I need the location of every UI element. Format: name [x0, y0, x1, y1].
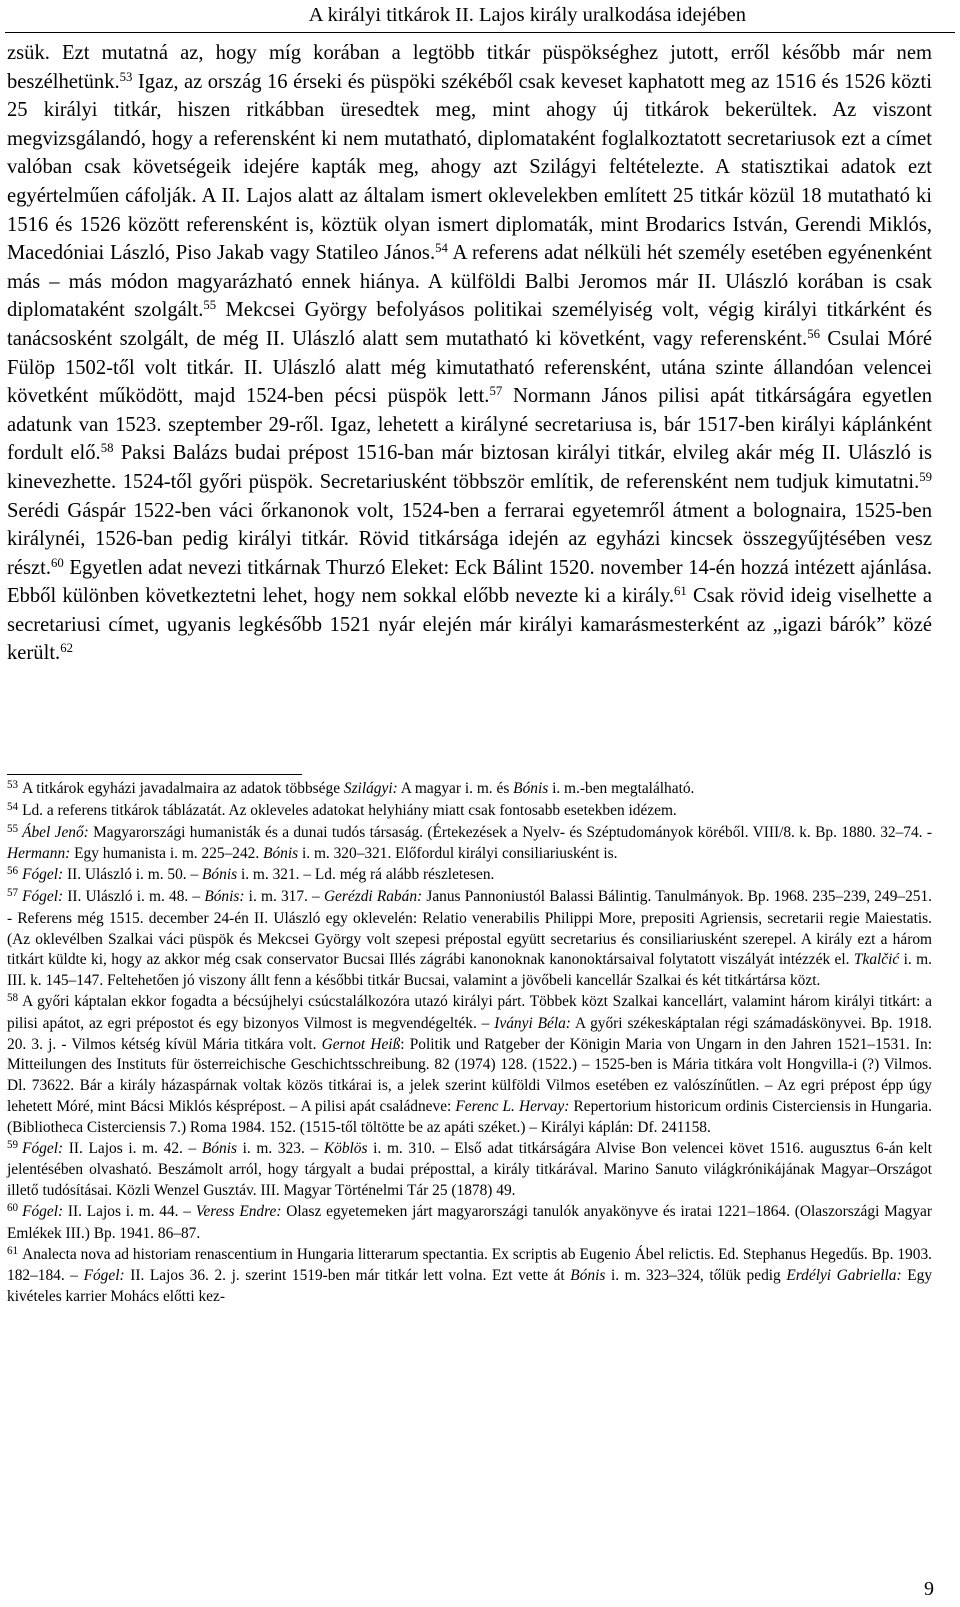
footnote-text: i. m.-ben megtalálható. — [548, 780, 695, 797]
footnotes — [7, 779, 932, 1308]
footnote-ref-53[interactable]: 53 — [119, 69, 133, 84]
footnote-text: II. Ulászló i. m. 50. – — [63, 866, 203, 884]
footnote-number: 61 — [7, 1244, 19, 1257]
footnote-text: A győri káptalan ekkor fogadta a bécsújhelyi csúcstalálkozóra utazó királyi párt. Többek közt Szalkai kancellárt, valamint három királyi titkárt: a pilisi apátot, az egri prépostot és egy bizonyos Vilmost is megvendégelték. – — [7, 992, 932, 1032]
body-text-span: Egyetlen adat nevezi titkárnak Thurzó Eleket: Eck Bálint 1520. november 14-én hozzá intézett ajánlása. Ebből különben következtetni lehet, hogy nem sokkal előbb nevezte ki a király. — [7, 556, 932, 608]
footnote-number: 59 — [7, 1138, 19, 1151]
footnote-text: Magyarországi humanisták és a dunai tudós társaság. (Értekezések a Nyelv- és Széptudományok köréből. VIII/8. k. Bp. 1880. 32–74. - — [88, 823, 932, 841]
footnote-ref-62[interactable]: 62 — [60, 641, 73, 656]
body-text-span: Paksi Balázs budai prépost 1516-ban már biztosan királyi titkár, elvileg akár még II. Ulászló is kinevezhette. 1524-től győri püspök. Secretariusként többször említik, de referensként nem tudjuk kimutatni. — [7, 442, 933, 493]
footnote-text: i. m. 323. – — [236, 1139, 324, 1157]
footnote-53 — [7, 779, 932, 801]
body-text-span: A referens adat nélküli hét személy esetében egyénenként más – más módon magyarázható ennek hiánya. A külföldi Balbi Jeromos már II. Ulászló korában is csak diplomataként szolgált. — [7, 242, 932, 322]
footnote-ref-59[interactable]: 59 — [919, 469, 932, 484]
footnote-60 — [7, 1202, 932, 1245]
footnote-text: Egy humanista i. m. 225–242. — [70, 845, 264, 863]
footnote-ref-60[interactable]: 60 — [51, 555, 64, 570]
body-paragraph — [7, 39, 932, 668]
footnote-ref-58[interactable]: 58 — [100, 441, 114, 456]
footnote-citation: Bónis — [202, 866, 238, 884]
footnote-number: 55 — [7, 822, 19, 835]
footnote-ref-57[interactable]: 57 — [489, 384, 503, 399]
footnote-citation: Hermann: — [7, 845, 71, 863]
footnote-citation: Fógel: — [22, 1202, 64, 1220]
footnote-61 — [7, 1245, 932, 1308]
body-text-span: Csak rövid ideig viselhette a secretariusi címet, ugyanis legkésőbb 1521 nyár elején már királyi kamarásmesterként az „igazi bárók” közé került. — [7, 585, 932, 665]
footnote-ref-54[interactable]: 54 — [435, 241, 448, 256]
footnote-citation: Fógel: — [22, 866, 64, 884]
footnote-58 — [7, 992, 932, 1139]
footnote-57 — [7, 887, 932, 992]
footnote-text: A győri székeskáptalan régi számadáskönyvei. Bp. 1918. 20. 3. j. - Vilmos kétség kívül Mária titkára volt. — [7, 1014, 932, 1053]
footnote-text: i. m. 320–321. Előfordul királyi consiliariusként is. — [298, 845, 618, 863]
footnote-citation: Gerézdi Rabán: — [323, 887, 423, 905]
footnote-ref-56[interactable]: 56 — [807, 326, 820, 341]
footnote-citation: Tkalčić — [853, 951, 900, 969]
footnote-text: i. m. 323–324, tőlük pedig — [605, 1267, 787, 1285]
footnote-number: 53 — [7, 779, 19, 792]
footnote-number: 56 — [7, 865, 19, 878]
footnote-citation: Bónis — [263, 845, 299, 863]
footnote-citation: Veress Endre: — [195, 1202, 282, 1220]
footnote-number: 54 — [7, 800, 19, 813]
footnote-citation: Bónis — [570, 1267, 606, 1285]
footnote-text: Janus Pannoniustól Balassi Bálintig. Tanulmányok. Bp. 1968. 235–239, 249–251. - Referens még 1515. december 24-én II. Ulászló egy oklevelén: Relatio venerabilis Philippi More, prepositi Agriensis, secretarii regie Maiestatis. (Az oklevélben Szalkai váci püspök és Mekcsei György volt szepesi prépostal együtt secretarius és consiliariusként szerepel. A király ezt a három titkárt küldte ki, hogy az akkor még csak conservator Bucsai Illés zágrábi kanonoknak kanonoktársaival folytatott viszályát intézzék el. — [7, 887, 933, 969]
footnote-citation: Fógel: — [22, 1139, 64, 1157]
footnote-citation: Ferenc L. Hervay: — [455, 1097, 570, 1115]
footnote-text: II. Lajos i. m. 42. – — [63, 1139, 202, 1157]
footnote-text: i. m. III. k. 145–147. Feltehetően jó viszony állt fenn a későbbi titkár Bucsai, valamint a jövőbeli kancellár Szalkai és két titkártársa közt. — [7, 951, 932, 990]
footnote-separator — [7, 774, 302, 775]
main-text — [7, 39, 932, 668]
footnote-citation: Iványi Béla: — [494, 1014, 571, 1032]
footnote-text: Analecta nova ad historiam renascentium in Hungaria litterarum spectantia. Ex scriptis ab Eugenio Ábel relictis. Ed. Stephanus Hegedűs. Bp. 1903. 182–184. – — [7, 1245, 932, 1285]
footnote-citation: Fógel: — [83, 1267, 125, 1285]
footnote-number: 57 — [7, 887, 19, 899]
footnote-text: Egy kivételes karrier Mohács előtti kez- — [7, 1267, 933, 1306]
footnote-citation: Bónis: — [204, 887, 245, 905]
body-text-span: Serédi Gáspár 1522-ben váci őrkanonok volt, 1524-ben a ferrarai egyetemről átment a bolognaira, 1525-ben királynéi, 1526-ban pedig királyi titkár. Rövid titkársága idején az egyházi kincsek összegyűjtésében vesz részt. — [7, 499, 932, 579]
footnote-text: II. Lajos i. m. 44. – — [63, 1202, 196, 1220]
footnote-text: Ld. a referens titkárok táblázatát. Az okleveles adatokat helyhiány miatt csak fontosabb esetekben idézem. — [22, 801, 677, 819]
page-number: 9 — [924, 1578, 934, 1600]
footnote-text: II. Lajos 36. 2. j. szerint 1519-ben már titkár lett volna. Ezt vette át — [124, 1267, 571, 1285]
footnote-54 — [7, 801, 932, 823]
body-text-span: Normann János pilisi apát titkárságára egyetlen adatunk van 1523. szeptember 29-ről. Igaz, lehetett a királyné secretariusa is, bár 1517-ben királyi káplánként fordult elő. — [7, 385, 932, 465]
footnote-citation: Erdélyi Gabriella: — [786, 1267, 902, 1285]
footnote-55 — [7, 823, 932, 866]
footnote-citation: Fógel: — [22, 887, 64, 905]
footnote-56 — [7, 865, 932, 887]
footnote-citation: Bónis — [513, 780, 549, 797]
footnote-text: Olasz egyetemeken járt magyarországi tanulók anyakönyve és iratai 1221–1864. (Olaszországi Magyar Emlékek III.) Bp. 1941. 86–87. — [7, 1202, 932, 1242]
footnote-citation: Köblös — [323, 1139, 368, 1157]
footnote-ref-55[interactable]: 55 — [203, 298, 217, 313]
footnote-citation: Bónis — [201, 1139, 237, 1157]
body-text-span: Mekcsei György befolyásos politikai személyiség volt, végig királyi titkárként és tanácsosként szolgált, de még II. Ulászló alatt sem mutatható ki követként, vagy referensként. — [7, 299, 932, 350]
footnote-text: A titkárok egyházi javadalmaira az adatok többsége — [22, 780, 344, 797]
footnote-text: II. Ulászló i. m. 48. – — [63, 887, 205, 905]
body-text-span: Csulai Móré Fülöp 1502-től volt titkár. II. Ulászló alatt még kimutatható referensként, utána szinte állandóan velencei követként működött, majd 1524-ben pécsi püspök lett. — [7, 327, 932, 408]
footnote-citation: Ábel Jenő: — [22, 823, 89, 841]
footnote-text: : Politik und Ratgeber der Königin Maria von Ungarn in den Jahren 1521–1531. In: Mitteilungen des Instituts für österreichische Geschichtsschreibung. 82 (1974) 128. (1522.) – 1525-ben is Mária titkára volt Hongvilla-i (?) Vilmos. Dl. 73622. Bár a király házaspárnak voltak közös titkárai is, a jelek szerint külföldi Vilmos esetében ez valószínűtlen. – Az egri prépost épp úgy lehetett Móré, mint Bácsi Miklós késprépost. – A pilisi apát családneve: — [7, 1035, 932, 1115]
footnote-text: i. m. 321. – Ld. még rá alább részletesen. — [237, 866, 495, 884]
footnote-citation: Szilágyi: — [343, 780, 398, 797]
footnote-ref-61[interactable]: 61 — [673, 584, 687, 599]
footnote-text: Repertorium historicum ordinis Cisterciensis in Hungaria. (Bibliotheca Cisterciensis 7.) Roma 1984. 152. (1515-től töltötte be az apáti széket.) – Királyi káplán: Df. 241158. — [7, 1097, 932, 1136]
header-rule — [5, 32, 955, 33]
footnote-number: 58 — [7, 991, 19, 1004]
footnote-text: i. m. 317. – — [244, 887, 324, 905]
footnote-text: i. m. 310. – Első adat titkárságára Alvise Bon velencei követ 1516. augusztus 6-án kelt jelentésében olvasható. Beszámolt arról, hogy tárgyalt a budai préposttal, a király titkárával. Marino Sanuto világkrónikájának Magyar–Országot illető tudósításai. Közli Wenzel Gusztáv. III. Magyar Történelmi Tár 25 (1878) 49. — [7, 1139, 932, 1200]
body-text-span: zsük. Ezt mutatná az, hogy míg korában a legtöbb titkár püspökséghez jutott, erről később már nem beszélhetünk. — [7, 42, 932, 93]
footnote-citation: Gernot Heiß — [321, 1035, 401, 1053]
running-header: A királyi titkárok II. Lajos király uralkodása idejében — [308, 4, 746, 26]
footnote-number: 60 — [7, 1201, 19, 1214]
body-text-span: Igaz, az ország 16 érseki és püspöki székéből csak keveset kaphatott meg az 1516 és 1526 közti 25 királyi titkár, hiszen ritkábban üresedtek meg, mint ahogy új titkárok bekerültek. Az viszont megvizsgálandó, hogy a referensként ki nem mutatható, diplomataként foglalkoztatott secretariusok ezt a címet valóban csak követségeik idejére kapták meg, ahogy azt Szilágyi feltételezte. A statisztikai adatok ezt egyértelműen cáfolják. A II. Lajos alatt az általam ismert oklevelekben említett 25 titkár közül 18 mutatható ki 1516 és 1526 között referensként is, köztük olyan ismert diplomaták, mint Brodarics István, Gerendi Miklós, Macedóniai László, Piso Jakab vagy Statileo János. — [7, 70, 932, 265]
footnote-text: A magyar i. m. és — [397, 780, 514, 797]
footnote-59 — [7, 1139, 932, 1202]
